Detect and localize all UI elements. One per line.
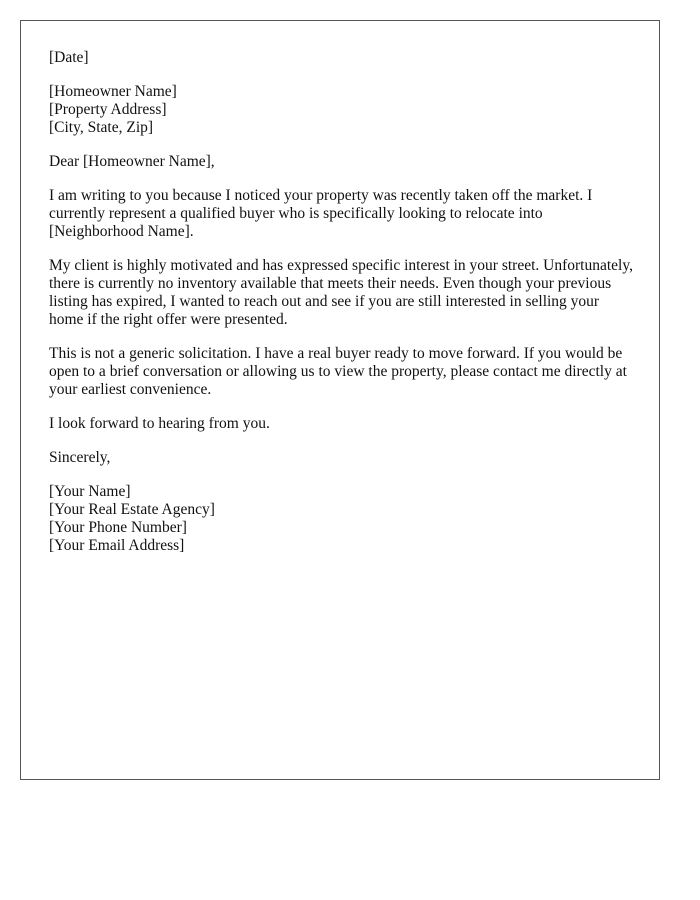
body-paragraph-1: I am writing to you because I noticed your property was recently taken off the market. I currently represent a qualified buyer who is specifically looking to relocate into [Neighborhood Name]. bbox=[49, 187, 593, 240]
closing-text: Sincerely, bbox=[49, 449, 111, 466]
recipient-address-block bbox=[49, 83, 633, 137]
signature-block bbox=[49, 483, 633, 555]
recipient-city-state-zip: [City, State, Zip] bbox=[49, 119, 154, 136]
recipient-name: [Homeowner Name] bbox=[49, 83, 177, 100]
body-paragraph-3: This is not a generic solicitation. I have a real buyer ready to move forward. If you would be open to a brief conversation or allowing us to view the property, please contact me directly at your earliest convenience. bbox=[49, 345, 627, 398]
salutation bbox=[49, 153, 633, 171]
sender-name: [Your Name] bbox=[49, 483, 131, 500]
letter-body bbox=[49, 49, 633, 571]
body-paragraph-2: My client is highly motivated and has expressed specific interest in your street. Unfortunately, there is currently no inventory available that meets their needs. Even though your previous listing has expired, I wanted to reach out and see if you are still interested in selling your home if the right offer were presented. bbox=[49, 257, 633, 328]
closing bbox=[49, 449, 633, 467]
letter-page bbox=[20, 20, 660, 780]
sender-email: [Your Email Address] bbox=[49, 537, 185, 554]
sender-phone: [Your Phone Number] bbox=[49, 519, 187, 536]
sender-agency: [Your Real Estate Agency] bbox=[49, 501, 215, 518]
date-line bbox=[49, 49, 633, 67]
date-text: [Date] bbox=[49, 49, 89, 66]
body-paragraph-4: I look forward to hearing from you. bbox=[49, 415, 270, 432]
recipient-property-address: [Property Address] bbox=[49, 101, 167, 118]
salutation-text: Dear [Homeowner Name], bbox=[49, 153, 215, 170]
